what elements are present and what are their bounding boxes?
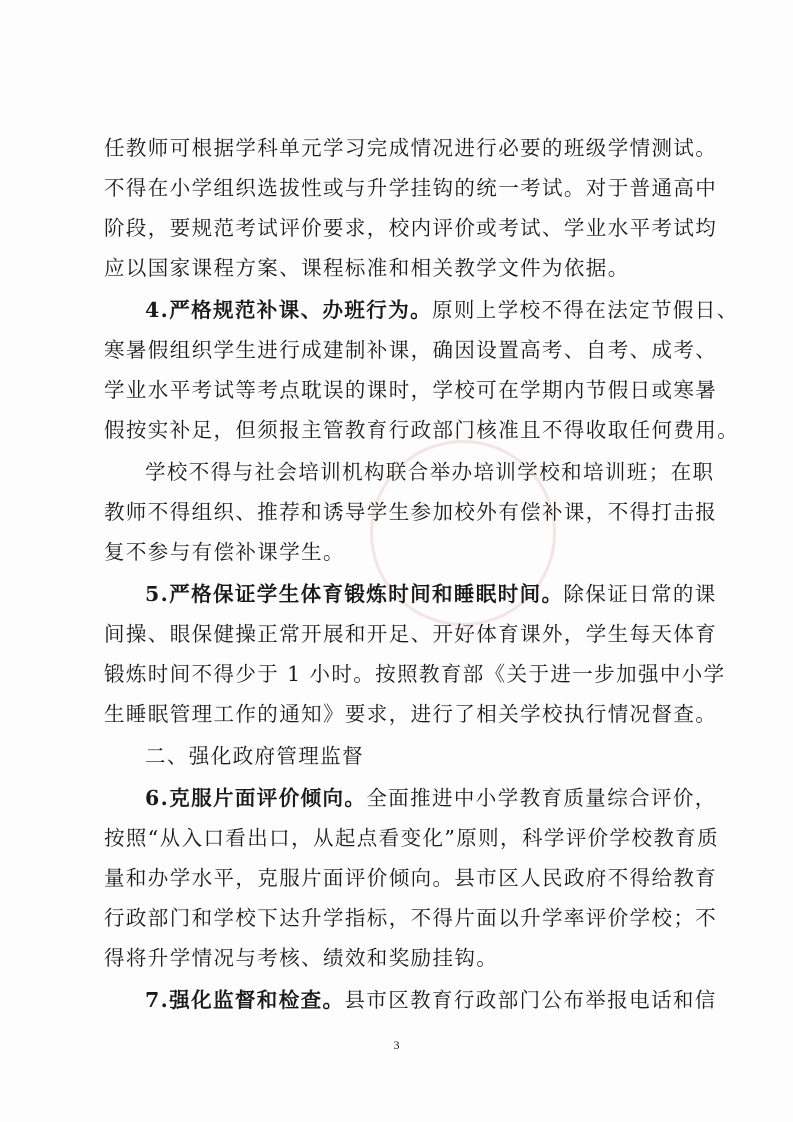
text-line: 教师不得组织、推荐和诱导学生参加校外有偿补课，不得打击报 <box>104 500 718 524</box>
text-line: 应以国家课程方案、课程标准和相关教学文件为依据。 <box>104 256 630 280</box>
text-line: 行政部门和学校下达升学指标，不得片面以升学率评价学校；不 <box>104 906 718 930</box>
section-5-text: 除保证日常的课 <box>563 582 717 606</box>
section-7-heading: 7.强化监督和检查。 <box>145 988 345 1012</box>
section-4-text: 原则上学校不得在法定节假日、 <box>432 298 739 322</box>
page-number: 3 <box>393 1038 400 1052</box>
text-line: 阶段，要规范考试评价要求，校内评价或考试、学业水平考试均 <box>104 216 718 240</box>
text-line: 学业水平考试等考点耽误的课时，学校可在学期内节假日或寒暑 <box>104 378 718 402</box>
text-line: 不得在小学组织选拔性或与升学挂钩的统一考试。对于普通高中 <box>104 176 718 200</box>
section-5-heading: 5.严格保证学生体育锻炼时间和睡眠时间。 <box>145 582 564 606</box>
text-line: 假按实补足，但须报主管教育行政部门核准且不得收取任何费用。 <box>104 418 740 442</box>
section-7-first-line <box>104 980 717 1020</box>
text-line: 任教师可根据学科单元学习完成情况进行必要的班级学情测试。 <box>104 136 718 160</box>
document-body <box>104 128 740 1020</box>
section-6-heading: 6.克服片面评价倾向。 <box>145 786 367 810</box>
text-line: 得将升学情况与考核、绩效和奖励挂钩。 <box>104 946 499 970</box>
text-line: 复不参与有偿补课学生。 <box>104 540 345 564</box>
section-6-text: 全面推进中小学教育质量综合评价， <box>366 786 717 810</box>
part-2-heading: 二、强化政府管理监督 <box>145 744 364 768</box>
training-paragraph-first-line: 学校不得与社会培训机构联合举办培训学校和培训班；在职 <box>145 460 715 484</box>
text-line: 锻炼时间不得少于 1 小时。按照教育部《关于进一步加强中小学 <box>104 662 726 686</box>
text-line: 间操、眼保健操正常开展和开足、开好体育课外，学生每天体育 <box>104 622 718 646</box>
section-6-first-line <box>104 778 717 818</box>
section-7-text: 县市区教育行政部门公布举报电话和信 <box>344 988 717 1012</box>
text-line: 寒暑假组织学生进行成建制补课，确因设置高考、自考、成考、 <box>104 338 718 362</box>
text-line: 生睡眠管理工作的通知》要求，进行了相关学校执行情况督查。 <box>104 702 718 726</box>
section-4-heading: 4.严格规范补课、办班行为。 <box>145 298 433 322</box>
text-line: 按照“从入口看出口，从起点看变化”原则，科学评价学校教育质 <box>104 826 720 850</box>
text-line: 量和办学水平，克服片面评价倾向。县市区人民政府不得给教育 <box>104 866 718 890</box>
section-5-first-line <box>104 574 717 614</box>
section-4-first-line <box>104 290 739 330</box>
